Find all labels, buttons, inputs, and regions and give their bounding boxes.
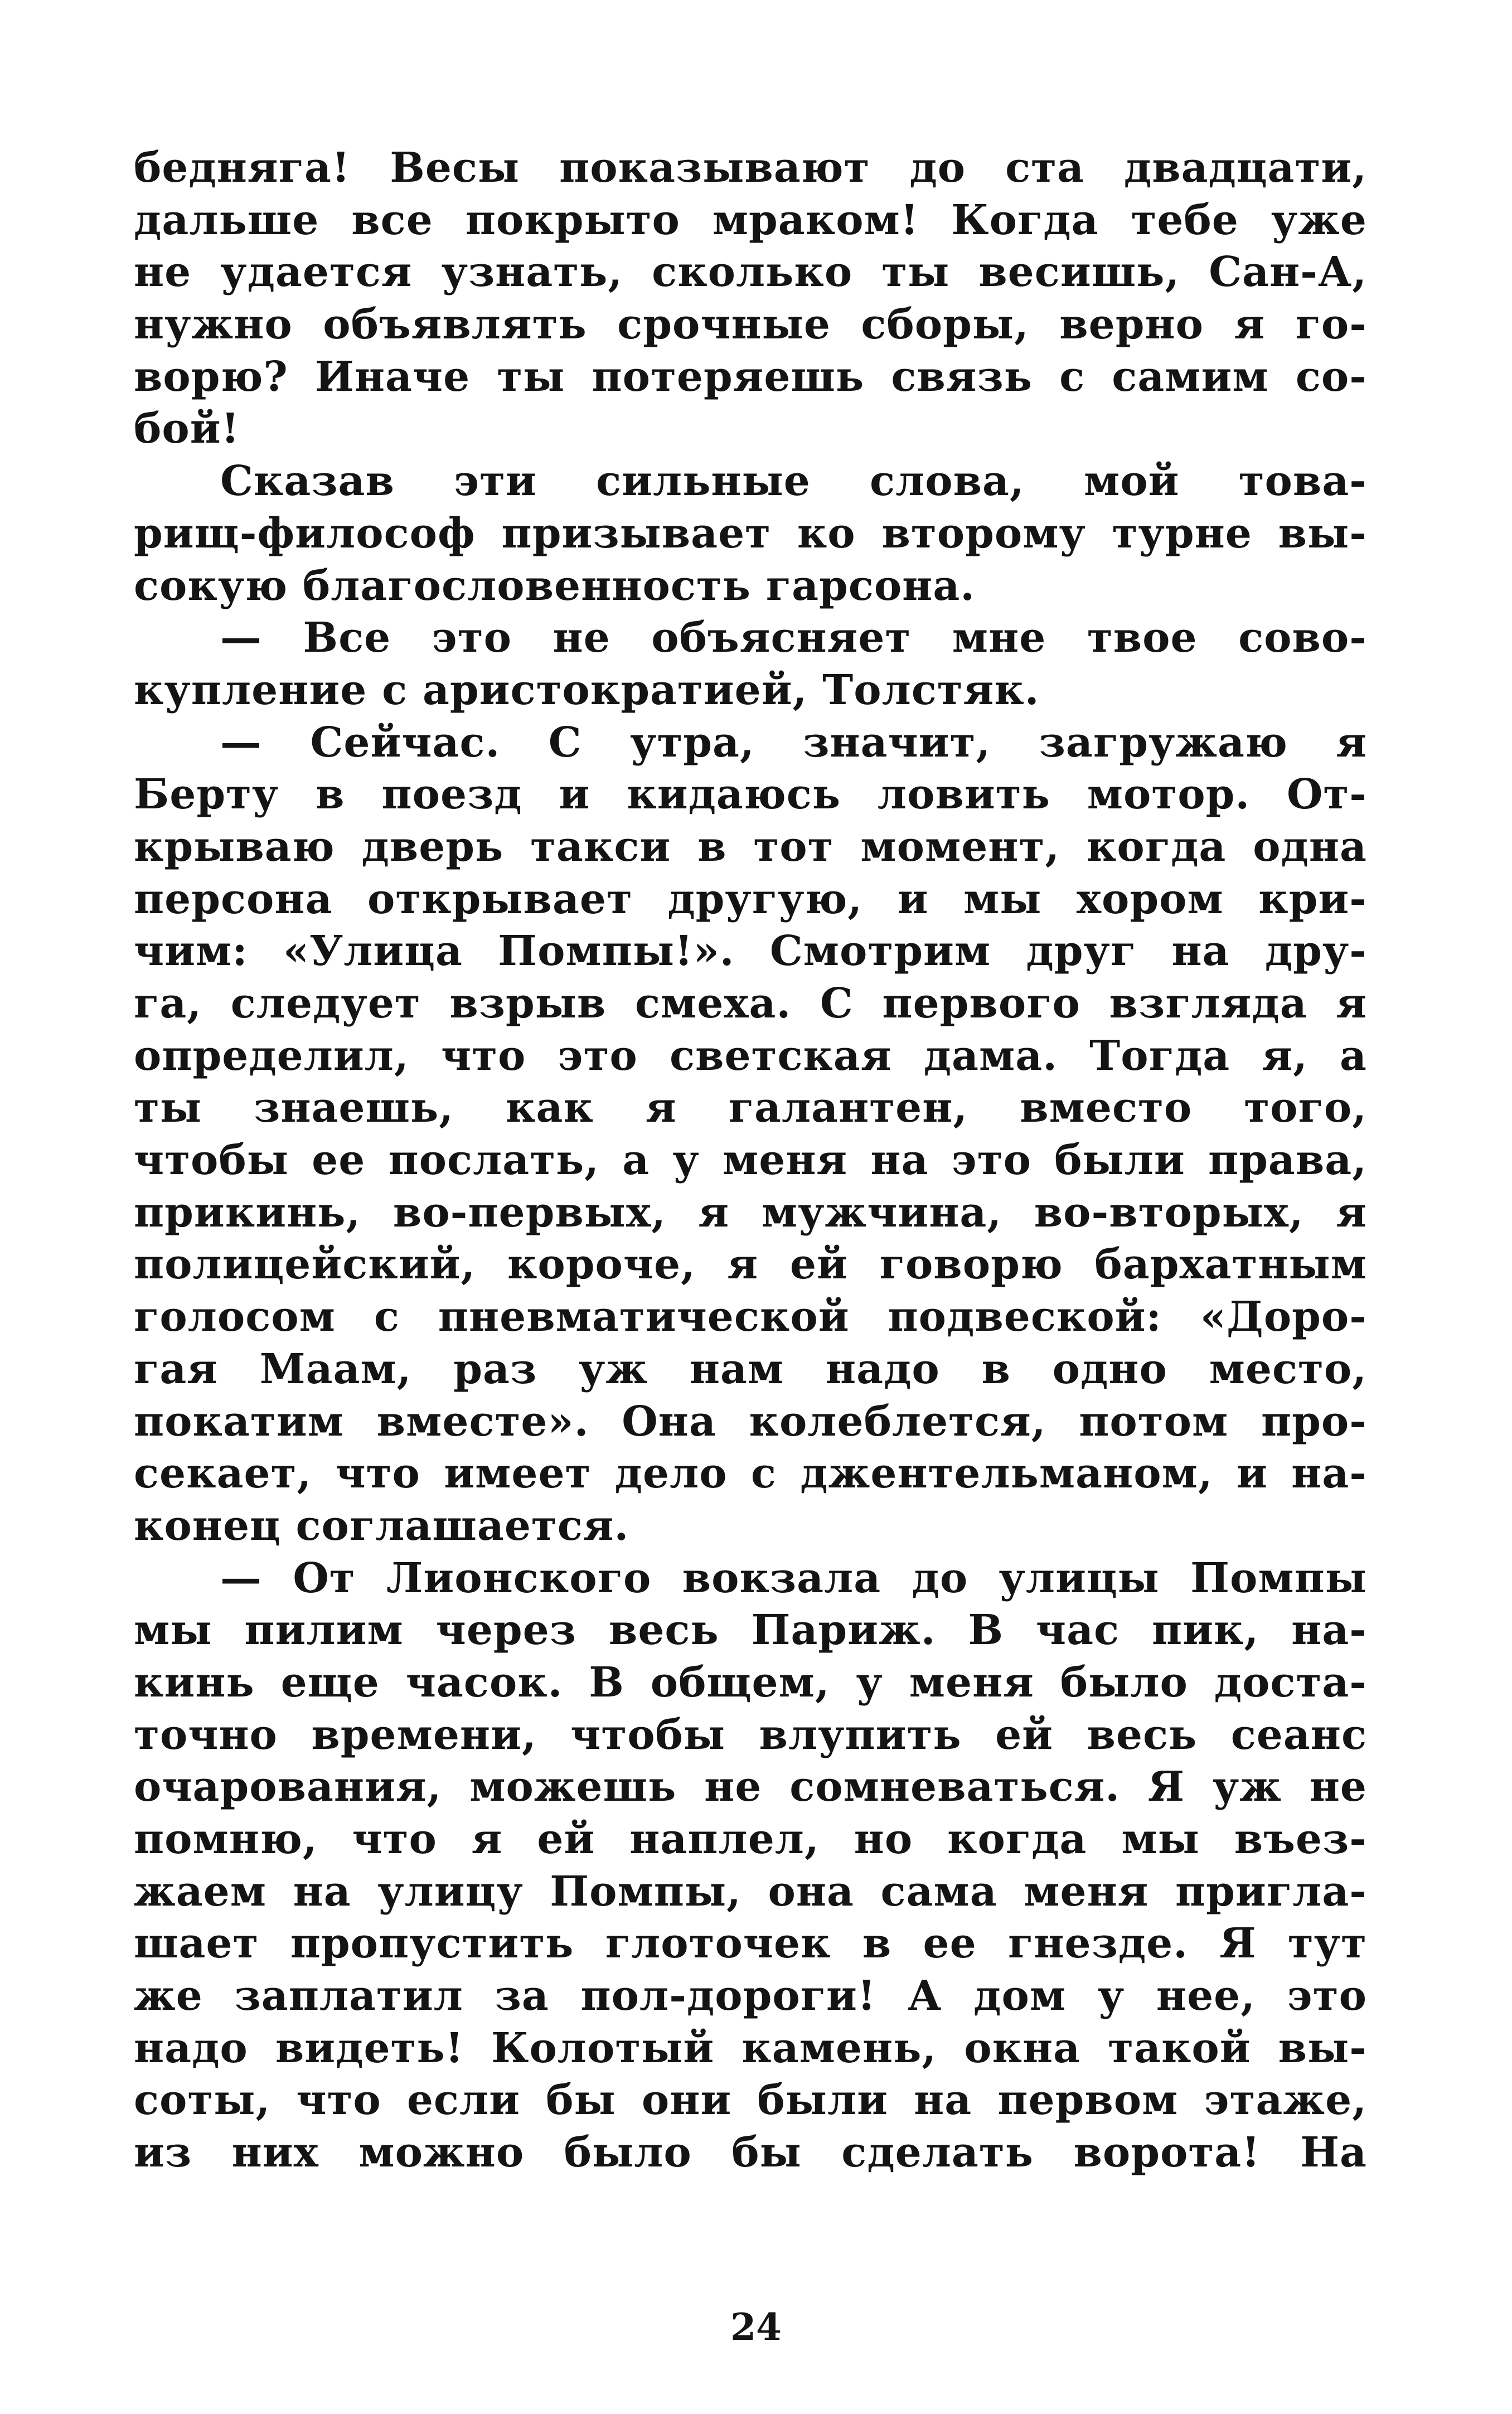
- text-line: гая Маам, раз уж нам надо в одно место,: [134, 1345, 1367, 1393]
- text-line: же заплатил за пол-дороги! А дом у нее, это: [134, 1972, 1367, 2020]
- text-line: шает пропустить глоточек в ее гнезде. Я тут: [134, 1919, 1367, 1968]
- text-line: помню, что я ей наплел, но когда мы въез-: [134, 1815, 1367, 1863]
- text-line: чим: «Улица Помпы!». Смотрим друг на дру-: [134, 927, 1367, 976]
- page-number: 24: [730, 2305, 782, 2349]
- text-line: ворю? Иначе ты потеряешь связь с самим со-: [134, 352, 1367, 401]
- body-text: [134, 142, 1367, 2179]
- text-line: чтобы ее послать, а у меня на это были права,: [134, 1136, 1367, 1185]
- text-line: сокую благословенность гарсона.: [134, 561, 976, 610]
- text-line: точно времени, чтобы влупить ей весь сеанс: [134, 1710, 1367, 1759]
- text-line: соты, что если бы они были на первом этаже,: [134, 2076, 1367, 2125]
- text-line: покатим вместе». Она колеблется, потом про-: [134, 1397, 1367, 1446]
- text-line: не удается узнать, сколько ты весишь, Сан-А,: [134, 248, 1367, 297]
- text-line: рищ-философ призывает ко второму турне вы-: [134, 509, 1367, 558]
- text-line: ты знаешь, как я галантен, вместо того,: [134, 1084, 1367, 1132]
- text-line: надо видеть! Колотый камень, окна такой вы-: [134, 2024, 1367, 2072]
- text-line: жаем на улицу Помпы, она сама меня пригла-: [134, 1867, 1367, 1916]
- text-line: бой!: [134, 405, 240, 453]
- text-line: полицейский, короче, я ей говорю бархатным: [134, 1240, 1367, 1289]
- text-line: конец соглашается.: [134, 1501, 629, 1550]
- text-line: очарования, можешь не сомневаться. Я уж не: [134, 1763, 1367, 1811]
- text-line: мы пилим через весь Париж. В час пик, на-: [134, 1606, 1367, 1655]
- text-line: — Сейчас. С утра, значит, загружаю я: [220, 718, 1367, 767]
- text-line: нужно объявлять срочные сборы, верно я го-: [134, 300, 1367, 349]
- text-line: определил, что это светская дама. Тогда я, а: [134, 1031, 1367, 1080]
- text-line: персона открывает другую, и мы хором кри-: [134, 875, 1367, 923]
- text-line: прикинь, во-первых, я мужчина, во-вторых, я: [134, 1188, 1367, 1237]
- text-line: дальше все покрыто мраком! Когда тебе уже: [134, 196, 1367, 244]
- text-line: га, следует взрыв смеха. С первого взгляда я: [134, 980, 1367, 1027]
- text-line: бедняга! Весы показывают до ста двадцати,: [134, 144, 1367, 192]
- text-line: Берту в поезд и кидаюсь ловить мотор. От-: [134, 770, 1367, 819]
- text-line: купление с аристократией, Толстяк.: [134, 666, 1040, 714]
- text-line: — Все это не объясняет мне твое сово-: [220, 614, 1367, 662]
- text-line: Сказав эти сильные слова, мой това-: [220, 457, 1367, 506]
- text-line: — От Лионского вокзала до улицы Помпы: [220, 1554, 1367, 1602]
- text-line: секает, что имеет дело с джентельманом, и на-: [134, 1450, 1367, 1498]
- text-line: голосом с пневматической подвеской: «Доро-: [134, 1293, 1367, 1341]
- text-line: из них можно было бы сделать ворота! На: [134, 2129, 1367, 2177]
- text-line: кинь еще часок. В общем, у меня было доста-: [134, 1658, 1367, 1707]
- text-line: крываю дверь такси в тот момент, когда одна: [134, 822, 1367, 871]
